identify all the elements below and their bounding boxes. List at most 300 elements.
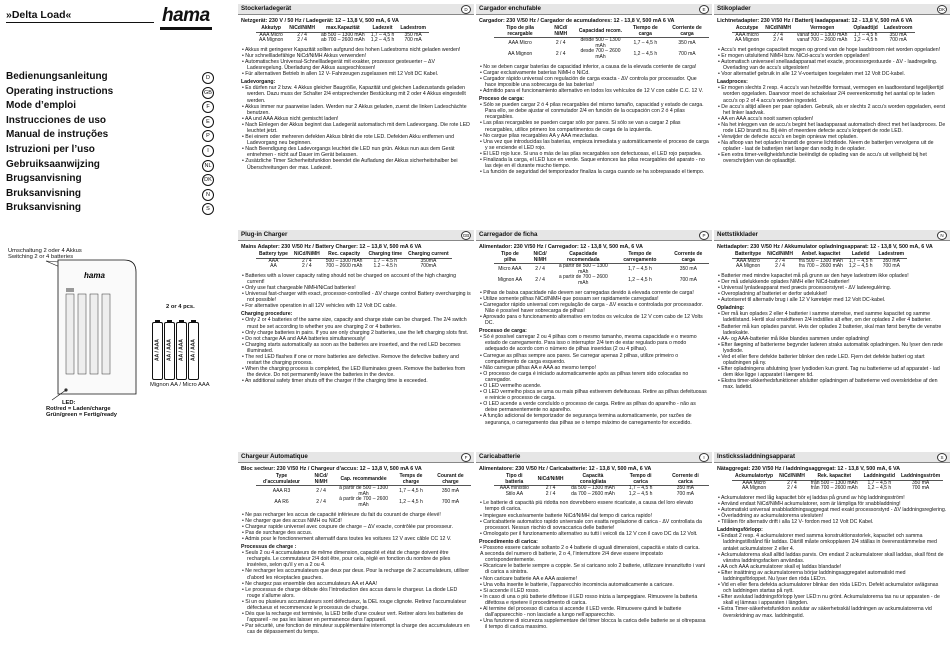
- led-title: LED:: [62, 400, 76, 406]
- brand-logo: [162, 5, 210, 27]
- spec-header-cell: Capacità consigliata: [566, 474, 619, 486]
- instruction-item: • No se deben cargar baterías de capacidad inferior, a causa de la elevada corriente de carga!: [480, 63, 697, 70]
- spec-cell: 700 mA: [882, 263, 900, 270]
- spec-header-cell: Ladezeit: [368, 26, 398, 32]
- spec-header-cell: NiCd/NiMH: [764, 252, 796, 258]
- instruction-item: • Carregador rápido universal com regulação de carga - ΔV exacta e controlada por processador. Não é possível haver sobrecarga de pilhas!: [480, 301, 703, 314]
- panel-fr: [238, 452, 474, 660]
- instruction-item: • Le processus de charge débute dès l’introduction des accus dans le chargeur. La diode LED rouge s’allume alors.: [242, 586, 458, 599]
- instruction-item: • For alternative operation in all 12V vehicles with 12 Volt DC cable.: [242, 303, 397, 310]
- instruction-item: • Nur schnellladefähige NiCd/NiMH Akkus verwenden!: [242, 52, 367, 59]
- spec-header-cell: Corrente di carica: [662, 474, 709, 486]
- instruction-item: • Na afloop van het opladen brandt de groene lichtdiode. Neem de batterijen vervolgens uit de oplader - laat de batterijen niet langer dan nodig in de oplader.: [718, 140, 934, 153]
- instruction-item: • Chargeur rapide universel avec coupure de charge – ΔV exacte, contrôlée par processeur.: [242, 523, 453, 530]
- table-row: [256, 38, 429, 44]
- spec-cell: 350 mA: [889, 31, 907, 38]
- power-spec: Netzgerät: 230 V / 50 Hz / Ladegerät: 12 – 13,8 V, 500 mA, 6 VA: [241, 18, 399, 24]
- instruction-item: • Efter insättning av ackumulatorerna börjar laddningsaggregatet automatiskt med laddningsförloppet. Nu lyser den röda LED:n.: [718, 569, 906, 582]
- spec-header-row: [494, 474, 709, 486]
- spec-cell: fra 500 – 1300 mAh: [798, 257, 843, 264]
- spec-header-cell: Capacidade recomendada: [554, 252, 612, 264]
- spec-header-row: [494, 26, 709, 38]
- spec-table: [494, 252, 709, 287]
- instruction-item: • AA en AAA accu’s nooit samen opladen!: [718, 115, 814, 122]
- panel-de: [238, 4, 474, 225]
- instruction-item: • Caricabatterie automatico rapido universale con esatta regolazione di carica - ΔV controllata da processori. Nessun rischio di sovraccarica delle batterie!: [480, 518, 702, 531]
- spec-header-cell: NiCd/NiMH: [291, 252, 323, 258]
- instruction-item: • Não carregue pilhas AA e AAA ao mesmo tempo!: [480, 364, 597, 371]
- instruction-item: • Par sécurité, une fonction de minuteur supplémentaire interrompt la charge des accumulateurs en cas de dépassement du temps.: [242, 623, 470, 636]
- pcs-label: 2 or 4 pcs.: [166, 304, 195, 310]
- table-row: [494, 492, 709, 498]
- instruction-item: • Automatisches Universal-Schnellladegerät mit exakter, prozessor gesteuerter – ΔV Ladesregelung. Überladung der Akkus ausgeschlossen!: [242, 58, 435, 72]
- spec-cell: AAA Micro: [742, 479, 766, 486]
- spec-cell: 2 / 4: [535, 265, 545, 272]
- spec-table: [256, 252, 452, 270]
- spec-cell: 350 mA: [679, 265, 697, 272]
- instruction-item: • Pas de surcharge des accus.: [242, 529, 313, 536]
- instruction-item: • When the charging process is completed, the LED illuminates green. Remove the batteries from the device. Do not permanently leave the batteries in the device.: [242, 366, 466, 379]
- spec-cell: 1,7 – 4,5 h: [399, 487, 423, 494]
- spec-cell: AA Mignon: [735, 263, 761, 270]
- instruction-item: • Pilhas de baixa capacidade não devem ser carregadas devido à elevada corrente de carga!: [480, 289, 694, 296]
- instruction-item: • Ackumulatorerna skall alltid laddas parvis. Om endast 2 ackumulatorer skall laddas, skall först de vänstra laddningsfacken användas.: [718, 551, 944, 564]
- spec-header-cell: Ackumulatortyp: [732, 474, 776, 480]
- instruction-item: • Zusätzliche Timer Sicherheitsfunktion beendet die Aufladung der Akkus sicherheitshalber bei Überschreitungen der max. Ladezeit.: [242, 158, 458, 171]
- instruction-item: • Extra Timer-säkerhetsfunktion avslutar av säkerhetsskäl laddningen av ackumulatorerna vid överskridning av max. laddningstid.: [718, 606, 932, 619]
- instruction-item: • Seuls 2 ou 4 accumulateurs de même dimension, capacité et état de charge doivent être rechargés. Le commutateur 2/4 doit être, pour cela, réglé en fonction du nombre de piles insérées, selon qu’il y en a 2 ou 4.: [242, 550, 451, 569]
- spec-cell: 350mA: [420, 257, 437, 264]
- panel-title: Instickssladdningsapparat: [717, 453, 796, 460]
- instruction-item: • Voor alternatief gebruik in alle 12 V-voertuigen toegelaten met 12 Volt DC-kabel.: [718, 71, 905, 78]
- language-code-badge: S: [202, 203, 214, 215]
- spec-cell: 2 / 4: [773, 31, 783, 38]
- panel-header: [714, 4, 950, 15]
- language-label: Brugsanvisning: [6, 173, 82, 185]
- instruction-item: • Do not charge AA and AAA batteries simultaneously!: [242, 335, 366, 342]
- spec-cell: 700 mA: [911, 485, 930, 492]
- charger-figure: [6, 244, 224, 418]
- instruction-item: • Ne recharger les accumulateurs que deux par deux. Pour la recharge de 2 accumulateurs, utiliser d’abord les réceptacles gauches.: [242, 568, 470, 581]
- instruction-item: • Automatiskt universal snabbladdningsaggregat med exakt processorstyrd - ΔV laddningsreglering.: [718, 506, 947, 513]
- panel-header: [476, 4, 712, 15]
- battery-label: AA / AAA: [190, 339, 197, 361]
- spec-header-cell: Accutype: [732, 26, 762, 32]
- title-rule: [6, 22, 154, 23]
- instruction-item: • Automatisch universeel snellaadapparaat met exacte, processorgestuurde - ΔV - laadregeling. Overlading van de accu’s uitgesloten!: [718, 58, 938, 72]
- language-item: [6, 128, 216, 143]
- instruction-item: • Dès que la recharge est terminée, la LED brille d’une couleur vert. Retirer alors les batteries de l’appareil - ne pas les laisser en permanence dans l’appareil.: [242, 611, 464, 624]
- spec-header-cell: Charging time: [365, 252, 405, 258]
- instruction-item: • Una vez que introducidas las baterías, empieza inmediata y automáticamente el proceso de carga y se enciende el LED rojo.: [480, 138, 709, 151]
- spec-cell: AAA: [268, 257, 279, 264]
- instruction-item: • Batterier må kun oplades parvist. Hvis der oplades 2 batterier, skal man først benytte de venstre ladeskakte.: [718, 323, 942, 336]
- panel-language-code: S: [937, 453, 947, 462]
- power-spec: Nettadapter: 230 V/50 Hz / Akkumulator opladningsapparat: 12 - 13,8 V, 500 mA, 6 VA: [717, 244, 933, 250]
- panel-language-code: P: [699, 231, 709, 240]
- spec-cell: 700 – 2600 mAh: [325, 263, 363, 270]
- spec-cell: AAA micro: [735, 31, 759, 38]
- instruction-item: • Een extra timer-veiligheidsfunctie beëindigt de oplading van de accu’s uit veiligheid bij het overschrijden van de oplaadtijd.: [718, 152, 927, 165]
- spec-cell: 1,7 – 4,5 h: [867, 479, 892, 486]
- spec-cell: AA Mignon: [735, 37, 760, 44]
- instruction-item: • Universal fast-charger with exact, processor-controlled - ΔV charge control Battery overcharging is not possible!: [242, 291, 471, 304]
- instruction-item: • Overopladning af batteriet er derfor udelukket!: [718, 291, 828, 298]
- panel-pt: [476, 230, 712, 448]
- spec-cell: a partir de 500 – 1300 mAh: [558, 263, 608, 275]
- spec-cell: 2 / 4: [787, 485, 797, 492]
- spec-cell: 2 / 4: [316, 499, 326, 506]
- table-row: [732, 38, 915, 44]
- panel-header: [714, 230, 950, 241]
- instruction-item: • Ne charger que des accus NiMH ou NiCd!: [242, 517, 342, 524]
- language-label: Mode d’emploi: [6, 100, 76, 112]
- spec-cell: 1,7 – 4,5 h: [853, 31, 878, 38]
- spec-cell: 1.7 – 4.5 h: [373, 257, 398, 264]
- spec-table: [732, 26, 915, 44]
- spec-header-cell: Charging current: [405, 252, 452, 258]
- spec-cell: da 500 – 1300 mAh: [571, 485, 615, 492]
- table-row: [732, 486, 943, 492]
- spec-cell: 1,2 – 4,5 h: [867, 485, 892, 492]
- table-row: [256, 264, 452, 270]
- spec-header-cell: Battery type: [256, 252, 291, 258]
- logo-underline: [160, 27, 212, 30]
- instruction-item: • O processo de carga é iniciado automaticamente após as pilhas terem sido colocadas no carregador.: [480, 370, 689, 383]
- instruction-item: • Efter avslutad laddningsförlopp lyser LED:n nu grönt. Ackumulatorerna tas nu ur apparaten - de skall ej lämnas i apparaten i längden.: [718, 594, 940, 607]
- section-heading: Procedimento di carica:: [479, 538, 538, 545]
- section-heading: Proceso de carga:: [479, 96, 524, 103]
- language-code-badge: P: [202, 130, 214, 142]
- spec-header-cell: Batteritype: [732, 252, 764, 258]
- instruction-item: • Efter opladningens afslutning lyser lysdioden kun grønt. Tag nu batterierne ud af apparatet - lad dem ikke ligge i apparatet i længere tid.: [718, 366, 940, 379]
- panel-body: [241, 512, 471, 636]
- instruction-item: • Vid en eller flera defekta ackumulatorer blinkar den röda LED:n. Defekt ackumulator avlägsnas och laddningen startas på nytt.: [718, 582, 939, 595]
- spec-cell: 1,2 – 4,5 h: [628, 490, 653, 497]
- panel-language-code: N: [937, 231, 947, 240]
- instruction-item: • O LED acende a verde concluído o processo de carga. Retire as pilhas do aparelho - não as deixe permanentemente no aparelho.: [480, 401, 696, 414]
- panel-title: Chargeur Automatique: [241, 453, 308, 460]
- panel-body: [479, 500, 709, 630]
- svg-text:hama: hama: [84, 271, 105, 280]
- spec-cell: AA R6: [274, 499, 289, 506]
- instruction-item: • Admis pour le fonctionnement alternatif dans toutes les voitures 12 V avec câble CC 12 V.: [242, 535, 452, 542]
- spec-cell: 2 / 4: [775, 257, 785, 264]
- spec-cell: 1,2 – 4,5 h: [370, 37, 395, 44]
- instruction-item: • Bei einem oder mehreren defekten Akkus blinkt die rote LED. Defekten Akku entfernen und Ladevorgang neu beginnen.: [242, 134, 455, 147]
- battery-label: AA / AAA: [178, 339, 185, 361]
- spec-cell: fra 700 – 2600 mAh: [798, 263, 843, 270]
- spec-table: [256, 474, 471, 509]
- language-label: Instrucciones de uso: [6, 114, 107, 126]
- instruction-item: • Es dürfen nur 2 bzw. 4 Akkus gleicher Baugröße, Kapazität und gleichen Ladezustands geladen werden. Dazu muss der Schalter 2/4 entsprechender Bestückung mit 2 oder 4 Akkus eingestellt werden.: [242, 85, 466, 104]
- instruction-item: • Aprovado para o funcionamento alternativo em todos os veículos de 12 V com cabo de 12 Volts DC.: [480, 313, 703, 327]
- language-code-badge: GB: [202, 87, 214, 99]
- panel-language-code: F: [461, 453, 471, 462]
- spec-header-cell: NiCd/ NiMH: [307, 474, 335, 486]
- panel-no: [714, 230, 950, 448]
- panel-header: [714, 452, 950, 463]
- document-title: »Delta Load«: [6, 9, 72, 21]
- spec-cell: 2 / 4: [297, 31, 307, 38]
- section-heading: Laddningsförlopp:: [717, 527, 763, 534]
- spec-cell: 1,2 – 4,5 h: [628, 277, 652, 284]
- spec-cell: à partir de 700 – 2600 mAh: [339, 496, 389, 508]
- power-spec: Mains Adapter: 230 V/50 Hz / Battery Charger: 12 – 13,8 V, 500 mA 6 VA: [241, 244, 422, 250]
- instruction-item: • Impiegare esclusivamente batterie NiCd/NiMH dal tempo di carica rapido!: [480, 512, 652, 519]
- section-heading: Laadproces:: [717, 79, 748, 86]
- battery-label: AA / AAA: [166, 339, 173, 361]
- instruction-item: • Akkus immer nur paarweise laden. Werden nur 2 Akkus geladen, zuerst die linken Ladeschächte benutzen.: [242, 103, 467, 116]
- language-item: [6, 201, 216, 216]
- spec-cell: vanaf 500 – 1300 mAh: [797, 31, 848, 38]
- instruction-item: • Ricaricare le batterie sempre a coppie. Se si caricano solo 2 batterie, utilizzare innanzitutto i vani di carica a sinistra.: [480, 563, 705, 576]
- language-code-badge: I: [202, 145, 214, 157]
- instruction-item: • AA- og AAA-batterier må ikke blandes sammen under opladning!: [718, 335, 870, 342]
- panel-language-code: DK: [938, 7, 946, 12]
- language-item: [6, 187, 216, 202]
- instruction-item: • Nach Beendigung des Ladevorgangs leuchtet die LED nun grün. Akkus nun aus dem Gerät entnehmen - nicht auf Dauer im Gerät belassen.: [242, 146, 455, 159]
- spec-cell: 2 / 4: [316, 487, 326, 494]
- instruction-item: • Na het inleggen van de accu’s begint het laadapparaat automatisch direct met het laadproces. De rode LED brandt nu. Bij één of meerdere defecte accu’s knippert de rode LED.: [718, 121, 946, 134]
- panel-language-code: E: [699, 5, 709, 14]
- panel-language-code: D: [461, 5, 471, 14]
- instruction-item: • Si accende il LED rosso.: [480, 587, 540, 594]
- battery-icon: [164, 322, 175, 380]
- panel-title: Carregador de ficha: [479, 231, 538, 238]
- spec-header-row: [494, 252, 709, 264]
- spec-header-cell: Cap. recommandée: [335, 474, 392, 486]
- language-code-badge: NL: [202, 160, 214, 172]
- instruction-item: • Finalizada la carga, el LED luce en verde. Saque entonces las pilas recargables del aparato - no las deje en él durante mucho tiempo.: [480, 156, 705, 170]
- spec-cell: från 500 – 1300 mAh: [810, 479, 858, 486]
- instruction-item: A seconda del numero di batterie, 2 o 4, l’interruttore 2/4 deve essere impostato corrispondentemente.: [480, 551, 663, 564]
- battery-label: AA / AAA: [154, 339, 161, 361]
- panel-header: [238, 452, 474, 463]
- section-heading: Opladning:: [717, 305, 745, 312]
- spec-header-cell: Ladestrom: [397, 26, 429, 32]
- instruction-item: • Batterier med mindre kapacitet må på grunn av den høye ladestrøm ikke oplades!: [718, 272, 909, 279]
- spec-header-cell: Tiempo de carga: [626, 26, 665, 38]
- instruction-item: • Autoriseret til alternativ brug i alle 12 V køretøjer med 12 Volt DC-kabel.: [718, 297, 886, 304]
- language-item: [6, 158, 216, 173]
- instruction-item: • Al termine del processo di carica si accende il LED verde. Rimuovere quindi le batterie dall’apparecchio - non lasciarle a lungo nell’apparecchio.: [480, 605, 682, 619]
- switch-note: Umschaltung 2 oder 4 Akkus Switching 2 or 4 batteries: [8, 248, 82, 261]
- spec-cell: 1,7 – 4,5 h: [628, 265, 652, 272]
- spec-cell: AA: [270, 263, 277, 270]
- language-code-badge: DK: [202, 174, 214, 186]
- power-spec: Bloc secteur: 230 V/50 Hz / Chargeur d’accus: 12 – 13,8 V, 500 mA 6 VA: [241, 466, 422, 472]
- instruction-item: • Una volta inserite le batterie, l’apparecchio incomincia automaticamente a caricare.: [480, 581, 674, 588]
- spec-header-cell: Tempo de carregamento: [612, 252, 667, 264]
- spec-header-cell: Capacidad recom.: [575, 26, 625, 38]
- spec-cell: 350 mA: [882, 257, 900, 264]
- instruction-item: • Ekstra timer-sikkerhedsfunktioner afslutter opladningen af batterierne ved overskridelse af den max. ladetid.: [718, 378, 938, 391]
- spec-cell: AAA Micro: [259, 31, 283, 38]
- instruction-item: • Sólo se pueden cargar 2 ó 4 pilas recargables del mismo tamaño, capacidad y estado de carga. Para ello, se debe ajustar el conmutador 2/4 en función de la ocupación con 2 ó 4 pilas recargables.: [480, 102, 704, 121]
- language-code-badge: F: [202, 101, 214, 113]
- battery-terminal: [179, 320, 184, 322]
- spec-header-cell: Tipo de pilha: [494, 252, 526, 264]
- spec-table: [494, 474, 709, 497]
- instruction-item: • Utilize somente pilhas NiCd/NiMH que possam ser rapidamente carregadas!: [480, 295, 659, 302]
- power-spec: Nätaggregat: 230 V/50 Hz / laddningsaggregat: 12 - 13,8 V, 500 mA, 6 VA: [717, 466, 901, 472]
- spec-cell: 2 / 4: [555, 39, 566, 46]
- spec-header-cell: Type d’accumulateur: [256, 474, 307, 486]
- spec-table: [732, 252, 907, 270]
- spec-cell: ab 700 – 2600 mAh: [321, 37, 365, 44]
- instruction-item: • A função adicional de temporizador de segurança termina automaticamente, por razões de segurança, o carregamento das pilhas se o tempo máximo de carregamento for excedido.: [480, 413, 692, 426]
- panel-it: [476, 452, 712, 660]
- panel-title: Nettstikklader: [717, 231, 758, 238]
- spec-cell: 2 / 4: [545, 485, 556, 492]
- panel-gb: [238, 230, 474, 448]
- spec-header-cell: NiCd/NiMH: [762, 26, 794, 32]
- instruction-item: • Endast 2 resp. 4 ackumulatorer med samma konstruktionsstorlek, kapacitet och samma laddningstillstånd får laddas. Därtill måste omkopplaren 2/4 ställas in överensstämmelse med antalet ackumulatorer 2 eller 4.: [718, 533, 937, 552]
- instruction-item: • Für alternativen Betrieb in allen 12 V- Fahrzeugen zugelassen mit 12 Volt DC Kabel.: [242, 71, 439, 78]
- spec-cell: 2 / 4: [787, 479, 797, 486]
- instruction-item: • Le batterie di capacità più ridotta non dovrebbero essere ricaricate, a causa del loro elevato tempo di carica.: [480, 500, 694, 513]
- instruction-item: • Der må kun oplades 2 eller 4 batterier i samme størrelse, med samme kapacitet og samme ladetilstand. Hertil skal omskifteren 2/4 indstilles alt efter, om der oplades 2 eller 4 batterier.: [718, 311, 932, 324]
- spec-cell: 700 mA: [441, 499, 460, 506]
- language-code-badge: D: [202, 72, 214, 84]
- instruction-item: • Ackumulatorer med låg kapacitet bör ej laddas på grund av hög laddningsström!: [718, 494, 905, 501]
- spec-header-cell: Akkutyp: [256, 26, 286, 32]
- language-item: [6, 99, 216, 114]
- spec-header-cell: Tipo di batteria: [494, 474, 535, 486]
- spec-cell: 1,2 – 4,5 h: [853, 37, 878, 44]
- instruction-item: • Las pilas recargables se pueden cargar sólo por pares. Si sólo se van a cargar 2 pilas recargables, utilice primero los compartimentos de carga de la izquierda.: [480, 120, 681, 133]
- spec-table: [256, 26, 429, 44]
- spec-cell: 2 / 4: [773, 37, 783, 44]
- table-row: [494, 49, 709, 60]
- spec-header-cell: Courant de charge: [430, 474, 471, 486]
- language-item: [6, 70, 216, 85]
- spec-header-cell: Tempo di carica: [619, 474, 661, 486]
- language-item: [6, 114, 216, 129]
- spec-cell: 1.2 – 4.5 h: [373, 263, 398, 270]
- spec-header-cell: Ladestroom: [881, 26, 916, 32]
- spec-header-cell: Tipo de pila recargable: [494, 26, 546, 38]
- battery-terminal: [167, 320, 172, 322]
- battery-icon: [152, 322, 163, 380]
- panel-header: [238, 230, 474, 241]
- section-heading: Ladevorgang:: [241, 79, 276, 86]
- instruction-item: • AA und AAA Akkus nicht gemischt laden!: [242, 115, 339, 122]
- spec-cell: AAA R3: [272, 487, 291, 494]
- spec-cell: 500 – 1300 mAh: [325, 257, 363, 264]
- instruction-item: • Tillåten för alternativ drift i alla 12 V- fordon med 12 Volt DC Kabel.: [718, 519, 874, 526]
- spec-header-cell: Anbef. kapacitet: [796, 252, 846, 258]
- instruction-item: • Only charge batteries in pairs. If you are only charging 2 batteries, use the left charging slots first.: [242, 329, 469, 336]
- mignon-label: Mignon AA / Micro AAA: [150, 382, 210, 388]
- panel-body: [241, 273, 471, 385]
- instruction-item: • Nach Einlegen der Akkus beginnt das Ladegerät automatisch mit dem Ladevorgang. Die rote LED leuchtet jetzt.: [242, 121, 470, 134]
- table-row: [732, 264, 907, 270]
- instruction-item: • Charging starts automatically as soon as the batteries are inserted, and the red LED becomes illuminated.: [242, 341, 461, 354]
- panel-title: Stockerladegerät: [241, 5, 292, 12]
- power-spec: Alimentador: 230 V/50 Hz / Carregador: 12 - 13,8 V, 500 mA, 6 VA: [479, 244, 643, 250]
- panel-es: [476, 4, 712, 225]
- spec-cell: 2 / 4: [555, 51, 566, 58]
- section-heading: Processo de carga:: [479, 328, 527, 335]
- section-heading: Processus de charge :: [241, 544, 297, 551]
- panel-body: [479, 64, 709, 176]
- instruction-item: • Only use fast chargeable NiMH/NiCad batteries!: [242, 284, 356, 291]
- spec-cell: 1,7 – 4,5 h: [628, 485, 653, 492]
- instruction-item: • Verwijder de defecte accu’s en begin opnieuw met opladen.: [718, 134, 858, 141]
- spec-header-cell: NiCd/NiMH: [286, 26, 318, 32]
- language-label: Manual de instruções: [6, 129, 109, 141]
- instruction-item: • Cargar exclusivamente baterías NiMH o NiCd.: [480, 69, 590, 76]
- language-label: Gebruiksaanwijzing: [6, 158, 100, 170]
- panel-title: Stikoplader: [717, 5, 751, 12]
- instruction-item: • Cargador rápido universal con regulación de carga exacta - ΔV controla por procesador. Que hace imposible una sobrecarga de las baterías!: [480, 75, 697, 88]
- spec-cell: Mignon AA: [497, 277, 523, 284]
- instruction-item: • O LED vermelho pisca se uma ou mais pilhas estiverem defeituosas. Retire as pilhas defeituosas e reinicie o processo de carga.: [480, 389, 707, 402]
- panel-title: Caricabatterie: [479, 453, 521, 460]
- spec-cell: 2 / 4: [545, 490, 556, 497]
- spec-cell: Micro AAA: [498, 265, 522, 272]
- panel-language-code: GB: [462, 233, 470, 238]
- spec-cell: 2 / 4: [535, 277, 545, 284]
- spec-cell: 350 mA: [441, 487, 460, 494]
- instruction-item: • De accu’s altijd alleen per paar opladen. Gebruik, als er slechts 2 accu’s worden opgeladen, eerst het linker laadvak.: [718, 103, 946, 116]
- battery-terminal: [191, 320, 196, 322]
- spec-cell: 1,2 – 4,5 h: [848, 263, 873, 270]
- section-heading: Charging procedure:: [241, 311, 293, 318]
- instruction-item: • O LED vermelho acende.: [480, 382, 542, 389]
- spec-header-cell: Ladetid: [846, 252, 876, 258]
- battery-icon: [176, 322, 187, 380]
- panel-body: [241, 47, 471, 171]
- spec-header-cell: Ladestrøm: [876, 252, 908, 258]
- instruction-item: • Ved et eller flere defekte batterier blinker den røde LED. Fjern det defekte batteri og start opladningen på ny.: [718, 354, 925, 367]
- spec-cell: AA Mignon: [507, 51, 533, 58]
- spec-cell: från 700 – 2600 mAh: [810, 485, 858, 492]
- panel-title: Cargador enchufable: [479, 5, 541, 12]
- instruction-item: • Admitido para el funcionamiento alternativo en todos los vehículos de 12 V con cable C.C. 12 V.: [480, 87, 704, 94]
- instruction-item: • Använd endast NiCd/NiMH ackumulatorer, som är lämpliga för snabbladdning!: [718, 500, 901, 507]
- spec-cell: AAA Micro: [508, 39, 532, 46]
- language-item: [6, 143, 216, 158]
- panel-title: Plug-in Charger: [241, 231, 288, 238]
- language-label: Bedienungsanleitung: [6, 71, 108, 82]
- spec-cell: 1,7 – 4,5 h: [848, 257, 873, 264]
- spec-header-row: [256, 474, 471, 486]
- spec-cell: AA Mignon: [259, 37, 284, 44]
- spec-cell: desde 700 – 2600 mAh: [580, 48, 621, 60]
- spec-cell: 350 mA: [676, 485, 695, 492]
- spec-cell: 700 mA: [404, 37, 422, 44]
- instruction-item: • Er mogen uitsluitend NiMH bzw. NiCd-accu’s worden opgeladen!: [718, 52, 870, 59]
- instruction-item: • An additional safety timer shuts off the charger if the charging time is exceeded.: [242, 378, 428, 385]
- spec-header-cell: NiCd/ NiMH: [546, 26, 575, 38]
- spec-cell: AAA ministilo: [499, 485, 529, 492]
- led-red-note: Rot/red = Laden/charge: [46, 406, 111, 412]
- instruction-item: • Er mogen slechts 2 resp. 4 accu’s van hetzelfde formaat, vermogen en laadtoestand tegelijkertijd worden opgeladen. Daarvoor moet de schakelaar 2/4 overeenkomstig het aantal op te laden accu’s op 2 of 4 accu’s worden ingesteld.: [718, 85, 944, 104]
- spec-table: [494, 26, 709, 61]
- language-code-badge: E: [202, 116, 214, 128]
- language-label: Operating instructions: [6, 85, 114, 97]
- instruction-item: • Accu’s met geringe capaciteit mogen op grond van de hoge laadstroom niet worden opgeladen!: [718, 46, 941, 53]
- instruction-item: • Una funzione di sicurezza supplementare del timer blocca la carica delle batterie se si oltrepassa il tempo di carica massimo.: [480, 618, 706, 631]
- panel-body: [479, 290, 709, 426]
- instruction-item: • Efter ilægning af batterierne begynder laderen straks automatisk opladningen. Nu lyser den røde lysdiode.: [718, 341, 943, 354]
- language-label: Bruksanvisning: [6, 202, 82, 214]
- instruction-item: • Carregue as pilhas sempre aos pares. Se carregar apenas 2 pilhas, utilize primeiro o compartimento de carga esquerdo.: [480, 352, 679, 365]
- spec-cell: à partir de 500 – 1300 mAh: [339, 485, 389, 497]
